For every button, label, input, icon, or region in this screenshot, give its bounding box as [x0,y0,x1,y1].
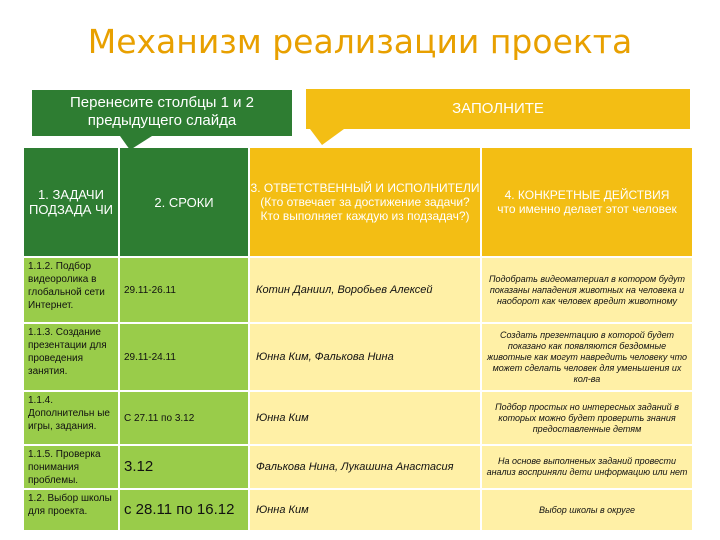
table-row-2-deadline: 29.11-24.11 [120,324,250,392]
callout-transfer-columns: Перенесите столбцы 1 и 2 предыдущего слайда [32,90,292,136]
table-row-4-deadline: 3.12 [120,446,250,490]
header-responsible [250,148,482,258]
callout-right-pointer [310,129,344,145]
table-row-5-responsible: Юнна Ким [250,490,482,532]
table-row-3-actions: Подбор простых но интересных заданий в которых можно будет проверить знания предоставленные детям [482,392,694,446]
table-row-5-task: 1.2. Выбор школы для проекта. [24,490,120,532]
table-row-2-responsible: Юнна Ким, Фалькова Нина [250,324,482,392]
table-row-2-actions: Создать презентацию в которой будет показано как появляются бездомные животные как могут навредить человеку что может сделать человек для уменьшения их кол-ва [482,324,694,392]
table-row-2-task: 1.1.3. Создание презентации для проведения занятия. [24,324,120,392]
table-row-1-responsible: Котин Даниил, Воробьев Алексей [250,258,482,324]
header-deadlines [120,148,250,258]
header-tasks-label: 1. ЗАДАЧИ ПОДЗАДА ЧИ [28,187,114,217]
table-row-1-deadline: 29.11-26.11 [120,258,250,324]
header-responsible-subtitle: (Кто отвечает за достижение задачи? Кто выполняет каждую из подзадач?) [260,195,470,223]
header-responsible-title: 3. ОТВЕТСТВЕННЫЙ И ИСПОЛНИТЕЛИ [250,181,480,195]
header-actions [482,148,694,258]
slide-title: Механизм реализации проекта [87,22,633,61]
table-row-1-task: 1.1.2. Подбор видеоролика в глобальной сети Интернет. [24,258,120,324]
table-row-3-task: 1.1.4. Дополнительн ые игры, задания. [24,392,120,446]
table-row-3-responsible: Юнна Ким [250,392,482,446]
table-row-5-actions: Выбор школы в округе [482,490,694,532]
header-deadlines-label: 2. СРОКИ [154,194,214,210]
table-row-5-deadline: с 28.11 по 16.12 [120,490,250,532]
header-tasks [24,148,120,258]
table-row-1-actions: Подобрать видеоматериал в котором будут показаны нападения животных на человека и наоборот как человек вредит животному [482,258,694,324]
table-row-4-actions: На основе выполненых заданий провести анализ восприняли дети информацию или нет [482,446,694,490]
table-row-4-responsible: Фалькова Нина, Лукашина Анастасия [250,446,482,490]
table-row-4-task: 1.1.5. Проверка понимания проблемы. [24,446,120,490]
header-actions-subtitle: что именно делает этот человек [497,202,677,216]
header-actions-title: 4. КОНКРЕТНЫЕ ДЕЙСТВИЯ [504,188,670,202]
table-row-3-deadline: С 27.11 по 3.12 [120,392,250,446]
callout-fill-in: ЗАПОЛНИТЕ [306,89,690,129]
